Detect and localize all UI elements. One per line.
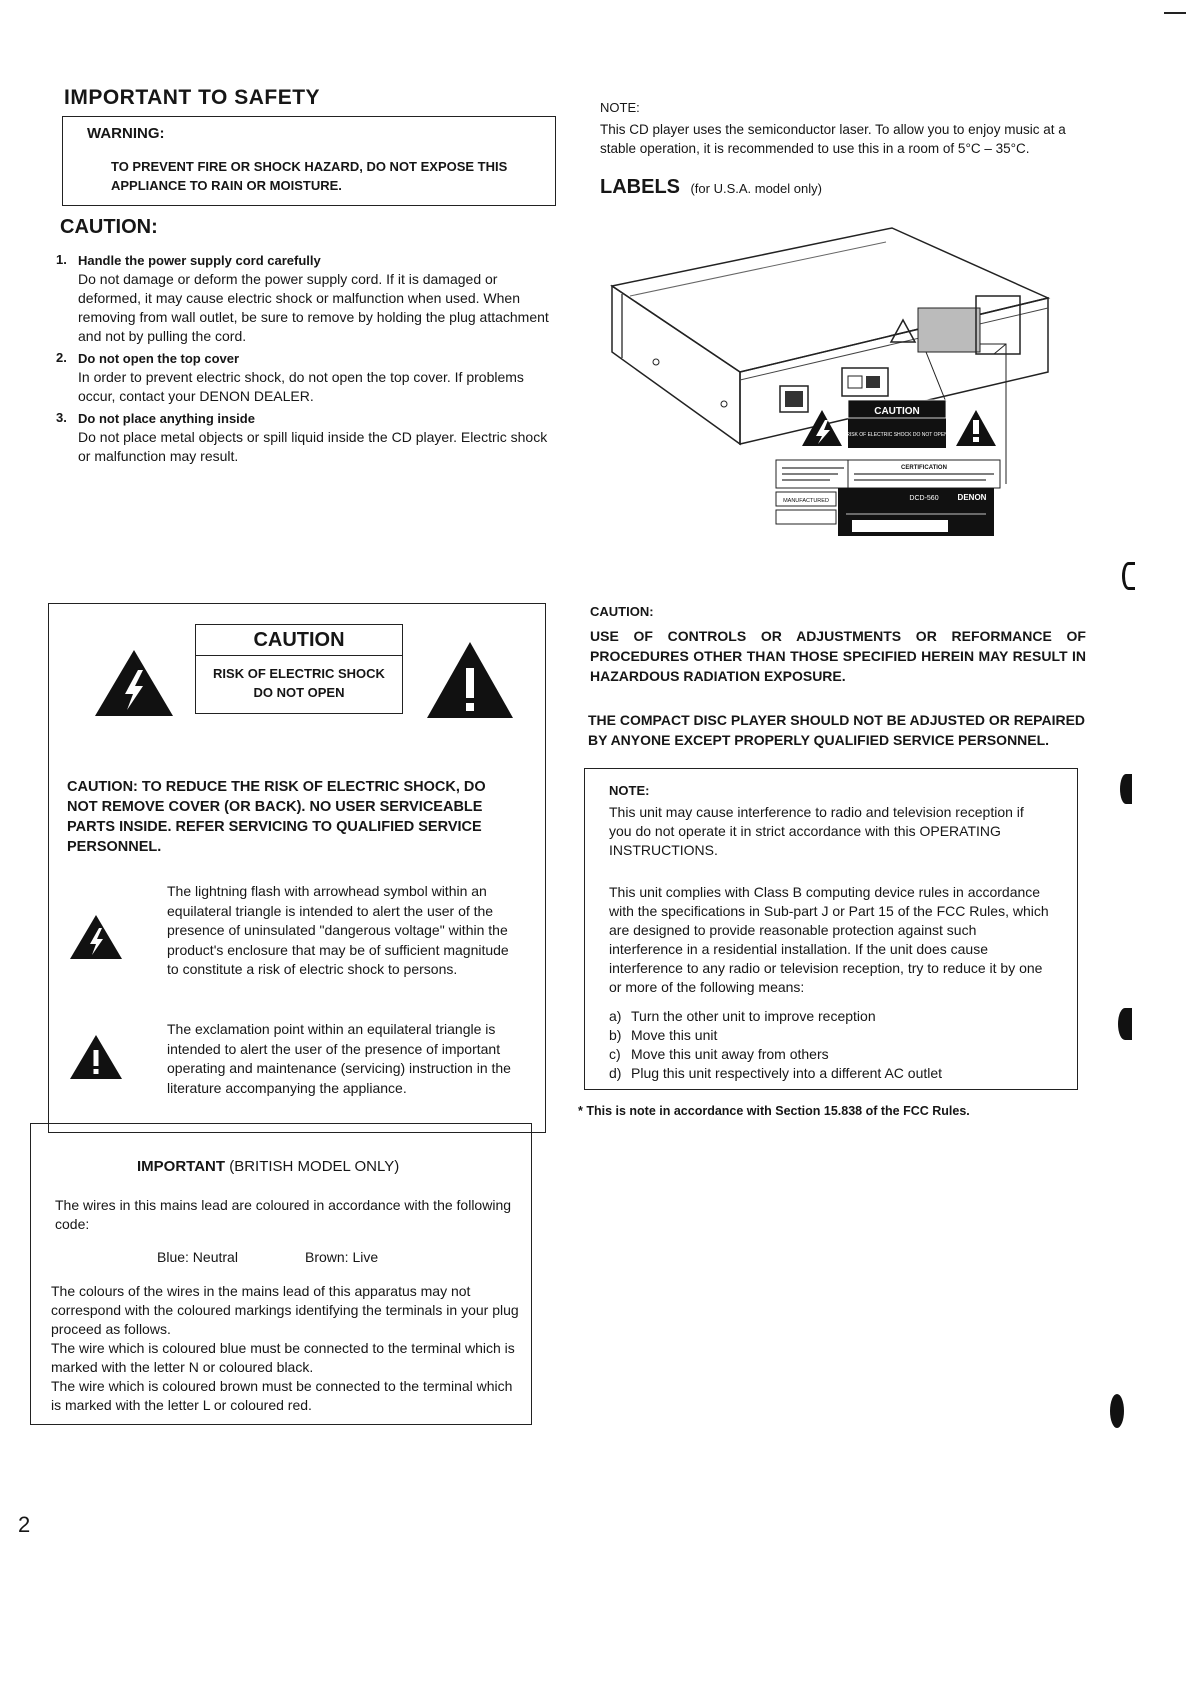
binding-hole-mark xyxy=(1120,774,1132,804)
item-text: Do not place metal objects or spill liquid inside the CD player. Electric shock or malfunction may result. xyxy=(78,429,548,464)
lightning-description: The lightning flash with arrowhead symbol within an equilateral triangle is intended to alert the user of the presence of uninsulated "dangerous voltage" within the product's enclosure that may be of sufficient magnitude to constitute a risk of electric shock to persons. xyxy=(167,883,509,977)
item-text: In order to prevent electric shock, do not open the top cover. If problems occur, contact your DENON DEALER. xyxy=(78,369,524,404)
binding-hole-mark xyxy=(1122,562,1135,590)
lightning-symbol-icon xyxy=(69,914,123,960)
warning-label: WARNING: xyxy=(87,125,165,142)
labels-heading: LABELS (for U.S.A. model only) xyxy=(600,176,822,198)
fcc-means-list xyxy=(609,1007,1049,1083)
british-para3: The wire which is coloured brown must be connected to the terminal which is marked with the letter L or coloured red. xyxy=(51,1378,513,1413)
caution-label xyxy=(195,624,403,714)
safety-heading: IMPORTANT TO SAFETY xyxy=(64,86,321,109)
wire-blue: Blue: Neutral xyxy=(157,1249,238,1265)
caution-label-line2: DO NOT OPEN xyxy=(253,685,345,700)
caution-label-panel xyxy=(48,603,546,1133)
item-title: Do not place anything inside xyxy=(78,411,255,426)
compact-disc-notice: THE COMPACT DISC PLAYER SHOULD NOT BE ADJUSTED OR REPAIRED BY ANYONE EXCEPT PROPERLY QUALIFIED SERVICE PERSONNEL. xyxy=(588,712,1086,748)
british-paragraphs xyxy=(51,1282,521,1415)
binding-hole-mark xyxy=(1118,1008,1132,1040)
caution-heading: CAUTION: xyxy=(60,216,158,238)
wire-brown: Brown: Live xyxy=(305,1249,379,1265)
right-caution-text: USE OF CONTROLS OR ADJUSTMENTS OR REFORMANCE OF PROCEDURES OTHER THAN THOSE SPECIFIED HEREIN MAY RESULT IN HAZARDOUS RADIATION EXPOSURE. xyxy=(590,628,1086,684)
cd-player-illustration xyxy=(606,224,1076,584)
fcc-means-item: b) Move this unit xyxy=(609,1027,718,1043)
item-title: Do not open the top cover xyxy=(78,351,240,366)
fcc-means-item: c) Move this unit away from others xyxy=(609,1046,829,1062)
caution-item xyxy=(56,350,556,406)
british-para1: The colours of the wires in the mains lead of this apparatus may not correspond with the coloured markings identifying the terminals in your plug proceed as follows. xyxy=(51,1283,519,1337)
item-number: 1. xyxy=(56,252,67,267)
british-title: IMPORTANT (BRITISH MODEL ONLY) xyxy=(137,1158,400,1175)
right-caution-label: CAUTION: xyxy=(590,604,654,619)
item-text: Do not damage or deform the power supply cord. If it is damaged or deformed, it may cause electric shock or malfunction when used. When removing from wall outlet, be sure to remove by holding the plug attachment and not by pulling the cord. xyxy=(78,271,549,344)
fcc-footnote: * This is note in accordance with Section 15.838 of the FCC Rules. xyxy=(578,1104,970,1118)
exclamation-symbol-icon xyxy=(69,1034,123,1080)
note-text: This CD player uses the semiconductor laser. To allow you to enjoy music at a stable operation, it is recommended to use this in a room of 5°C – 35°C. xyxy=(600,122,1066,156)
warning-box xyxy=(62,116,556,206)
fcc-means-item: d) Plug this unit respectively into a different AC outlet xyxy=(609,1065,943,1081)
caution-label-line1: RISK OF ELECTRIC SHOCK xyxy=(213,666,385,681)
binding-hole-mark xyxy=(1110,1394,1124,1428)
unit-label-certification: CERTIFICATION xyxy=(901,465,947,471)
item-number: 2. xyxy=(56,350,67,365)
unit-label-manufactured: MANUFACTURED xyxy=(783,498,829,504)
exclamation-description: The exclamation point within an equilateral triangle is intended to alert the user of the presence of important operating and maintenance (servicing) instruction in the literature accompanying the appliance. xyxy=(167,1021,511,1096)
lightning-warning-icon xyxy=(93,648,175,718)
fcc-para2: This unit complies with Class B computing device rules in accordance with the specifications in Sub-part J or Part 15 of the FCC Rules, which are designed to provide reasonable protection against such interference in a residential installation. If the unit does cause interference to any radio or television reception, try to reduce it by one or more of the following means: xyxy=(609,884,1049,995)
unit-label-caution-small: RISK OF ELECTRIC SHOCK DO NOT OPEN xyxy=(846,432,948,438)
unit-label-model: DCD-560 xyxy=(909,495,939,502)
british-para2: The wire which is coloured blue must be connected to the terminal which is marked with the letter N or coloured black. xyxy=(51,1340,515,1375)
british-model-box xyxy=(30,1123,532,1425)
caution-label-title: CAUTION xyxy=(196,625,402,656)
unit-label-caution: CAUTION xyxy=(874,406,920,417)
fcc-means-item: a) Turn the other unit to improve reception xyxy=(609,1008,876,1024)
corner-mark xyxy=(1164,12,1186,14)
caution-item xyxy=(56,410,556,466)
fcc-para1: This unit may cause interference to radio and television reception if you do not operate it in strict accordance with this OPERATING INSTRUCTIONS. xyxy=(609,804,1024,858)
caution-item xyxy=(56,252,556,346)
warning-text: TO PREVENT FIRE OR SHOCK HAZARD, DO NOT EXPOSE THIS APPLIANCE TO RAIN OR MOISTURE. xyxy=(111,159,508,193)
note-label: NOTE: xyxy=(600,100,640,115)
item-number: 3. xyxy=(56,410,67,425)
exclamation-warning-icon xyxy=(425,640,515,720)
fcc-note-label: NOTE: xyxy=(609,783,650,798)
unit-label-brand: DENON xyxy=(957,493,987,502)
british-intro: The wires in this mains lead are coloured in accordance with the following code: xyxy=(55,1197,512,1232)
item-title: Handle the power supply cord carefully xyxy=(78,253,321,268)
fcc-note-box xyxy=(584,768,1078,1090)
page-number: 2 xyxy=(18,1512,31,1537)
caution-list xyxy=(56,252,556,466)
caution-statement: CAUTION: TO REDUCE THE RISK OF ELECTRIC SHOCK, DO NOT REMOVE COVER (OR BACK). NO USER SERVICEABLE PARTS INSIDE. REFER SERVICING TO QUALIFIED SERVICE PERSONNEL. xyxy=(67,779,486,855)
